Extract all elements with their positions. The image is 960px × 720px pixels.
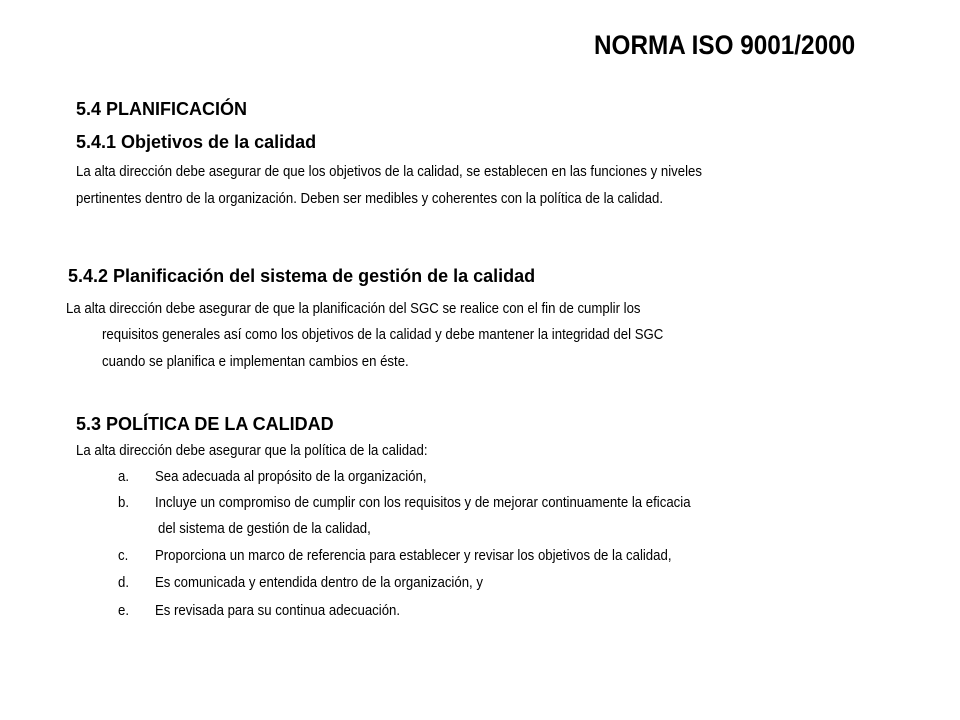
list-item-continuation: del sistema de gestión de la calidad, (158, 520, 371, 537)
list-marker: d. (118, 574, 130, 591)
list-item-text: Proporciona un marco de referencia para establecer y revisar los objetivos de la calidad, (154, 547, 672, 564)
section-5-4-2-line-2: requisitos generales así como los objetivos de la calidad y debe mantener la integridad del SGC (102, 326, 664, 343)
list-item (118, 494, 691, 511)
list-item (118, 468, 426, 485)
list-item (118, 547, 672, 564)
section-5-4-2-heading: 5.4.2 Planificación del sistema de gestión de la calidad (68, 266, 536, 286)
section-5-3-intro: La alta dirección debe asegurar que la política de la calidad: (76, 442, 428, 459)
list-item-text: Es revisada para su continua adecuación. (154, 602, 401, 619)
list-marker: a. (118, 468, 130, 485)
list-item (118, 574, 483, 591)
section-5-4-1-line-2: pertinentes dentro de la organización. Deben ser medibles y coherentes con la política de la calidad. (76, 190, 664, 207)
section-5-4-2-line-3: cuando se planifica e implementan cambios en éste. (102, 353, 409, 370)
list-marker: e. (118, 602, 130, 619)
section-5-4-heading: 5.4 PLANIFICACIÓN (76, 99, 248, 119)
section-5-4-2-line-1: La alta dirección debe asegurar de que la planificación del SGC se realice con el fin de cumplir los (66, 300, 641, 317)
document-title: NORMA ISO 9001/2000 (594, 30, 856, 60)
list-item-text: Sea adecuada al propósito de la organización, (154, 468, 427, 485)
list-marker: c. (118, 547, 129, 564)
section-5-4-1-heading: 5.4.1 Objetivos de la calidad (76, 132, 317, 152)
section-5-4-1-line-1: La alta dirección debe asegurar de que los objetivos de la calidad, se establecen en las funciones y niveles (76, 163, 702, 180)
list-marker: b. (118, 494, 130, 511)
list-item (118, 602, 400, 619)
list-item-text: Es comunicada y entendida dentro de la organización, y (154, 574, 483, 591)
section-5-3-heading: 5.3 POLÍTICA DE LA CALIDAD (76, 414, 334, 434)
list-item-text: Incluye un compromiso de cumplir con los requisitos y de mejorar continuamente la eficacia (154, 494, 691, 511)
